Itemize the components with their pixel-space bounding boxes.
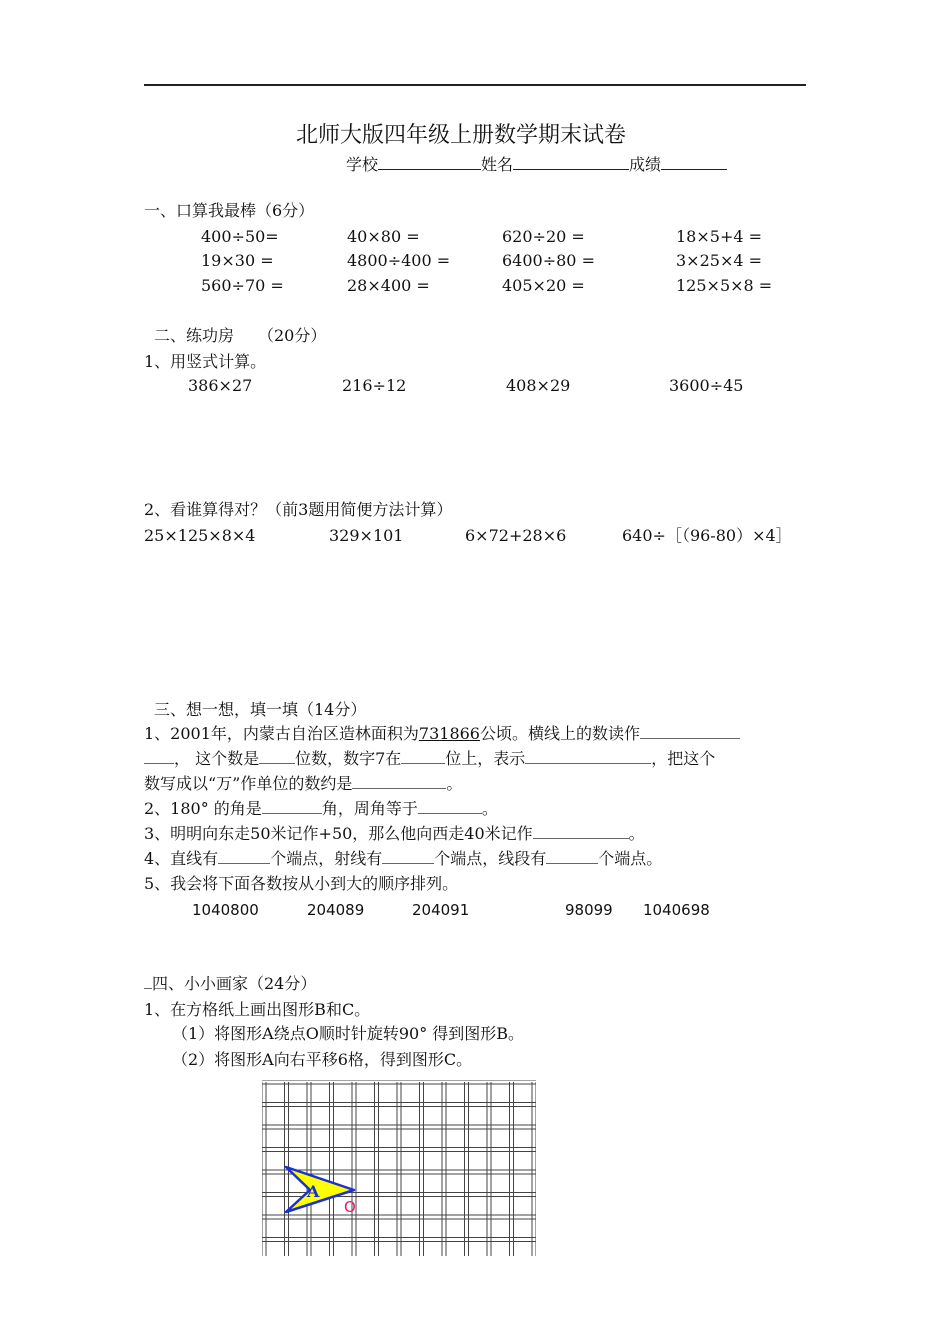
blank-read-as[interactable] [640, 724, 740, 739]
school-label: 学校 [346, 155, 379, 174]
simplify-calc-3: 6×72+28×6 [465, 526, 567, 545]
fill-q1-line2: ， 这个数是 位数，数字7在 位上，表示 ，把这个 [144, 749, 715, 769]
section4-heading: 四、小小画家（24分） [144, 974, 316, 994]
score-label: 成绩 [629, 155, 662, 174]
oral-q-3-2: 28×400 = [347, 276, 430, 295]
blank-meaning[interactable] [525, 749, 651, 764]
oral-q-1-1: 400÷50= [201, 227, 279, 246]
fill-q1-line3: 数写成以“万”作单位的数约是 。 [144, 774, 463, 793]
oral-q-1-3: 620÷20 = [502, 227, 585, 246]
oral-q-1-4: 18×5+4 = [676, 227, 763, 246]
figure-a-label: A [307, 1182, 320, 1201]
simplify-calc-1: 25×125×8×4 [144, 526, 256, 545]
oral-q-2-4: 3×25×4 = [676, 251, 763, 270]
oral-q-2-2: 4800÷400 = [347, 251, 451, 270]
blank-full-angle[interactable] [418, 799, 482, 814]
page-title: 北师大版四年级上册数学期末试卷 [296, 123, 627, 148]
blank-read-as-cont[interactable] [144, 749, 174, 764]
section4-q1-sub1: （1）将图形A绕点O顺时针旋转90° 得到图形B。 [172, 1024, 525, 1043]
vertical-calc-3: 408×29 [506, 376, 571, 395]
section4-q1: 1、在方格纸上画出图形B和C。 [144, 1000, 371, 1019]
oral-q-2-3: 6400÷80 = [502, 251, 595, 270]
section4-q1-sub2: （2）将图形A向右平移6格，得到图形C。 [172, 1050, 473, 1069]
blank-segment-endpoints[interactable] [546, 849, 598, 864]
vertical-calc-2: 216÷12 [342, 376, 407, 395]
blank-digits[interactable] [259, 749, 295, 764]
student-info-line [346, 153, 727, 175]
oral-q-1-2: 40×80 = [347, 227, 420, 246]
fill-q2: 2、180° 的角是 角，周角等于 。 [144, 799, 498, 818]
fill-q5: 5、我会将下面各数按从小到大的顺序排列。 [144, 874, 459, 893]
section2-q1-title: 1、用竖式计算。 [144, 352, 267, 371]
underlined-number: 731866 [418, 724, 480, 743]
section2-heading: 二、练功房 （20分） [154, 326, 327, 345]
order-number-4: 98099 [565, 901, 613, 919]
name-blank[interactable] [513, 153, 629, 170]
score-blank[interactable] [661, 153, 727, 170]
blank-ray-endpoints[interactable] [382, 849, 434, 864]
oral-q-3-3: 405×20 = [502, 276, 585, 295]
order-number-3: 204091 [412, 901, 470, 919]
blank-line-endpoints[interactable] [218, 849, 270, 864]
heading-mark [144, 974, 152, 989]
oral-q-2-1: 19×30 = [201, 251, 274, 270]
blank-angle-type[interactable] [262, 799, 322, 814]
blank-place[interactable] [401, 749, 445, 764]
order-number-2: 204089 [307, 901, 365, 919]
school-blank[interactable] [378, 153, 481, 170]
order-number-5: 1040698 [643, 901, 710, 919]
fill-q3: 3、明明向东走50米记作+50，那么他向西走40米记作 。 [144, 824, 645, 843]
vertical-calc-4: 3600÷45 [669, 376, 744, 395]
grid-lines [262, 1080, 536, 1256]
oral-q-3-1: 560÷70 = [201, 276, 284, 295]
top-rule [144, 84, 806, 86]
blank-west[interactable] [533, 824, 629, 839]
blank-wan-approx[interactable] [352, 774, 446, 789]
simplify-calc-4: 640÷［（96-80）×4］ [622, 526, 792, 545]
vertical-calc-1: 386×27 [188, 376, 253, 395]
order-number-1: 1040800 [192, 901, 259, 919]
drawing-grid[interactable] [262, 1080, 536, 1256]
oral-q-3-4: 125×5×8 = [676, 276, 773, 295]
name-label: 姓名 [481, 155, 514, 174]
fill-q1-line1: 1、2001年，内蒙古自治区造林面积为731866公顷。横线上的数读作 [144, 724, 740, 744]
simplify-calc-2: 329×101 [329, 526, 404, 545]
section3-heading: 三、想一想，填一填（14分） [154, 700, 367, 719]
fill-q4: 4、直线有 个端点，射线有 个端点，线段有 个端点。 [144, 849, 663, 868]
section1-heading: 一、口算我最棒（6分） [144, 201, 315, 220]
section2-q2-title: 2、看谁算得对？（前3题用简便方法计算） [144, 500, 453, 519]
point-o-label: O [344, 1198, 356, 1216]
